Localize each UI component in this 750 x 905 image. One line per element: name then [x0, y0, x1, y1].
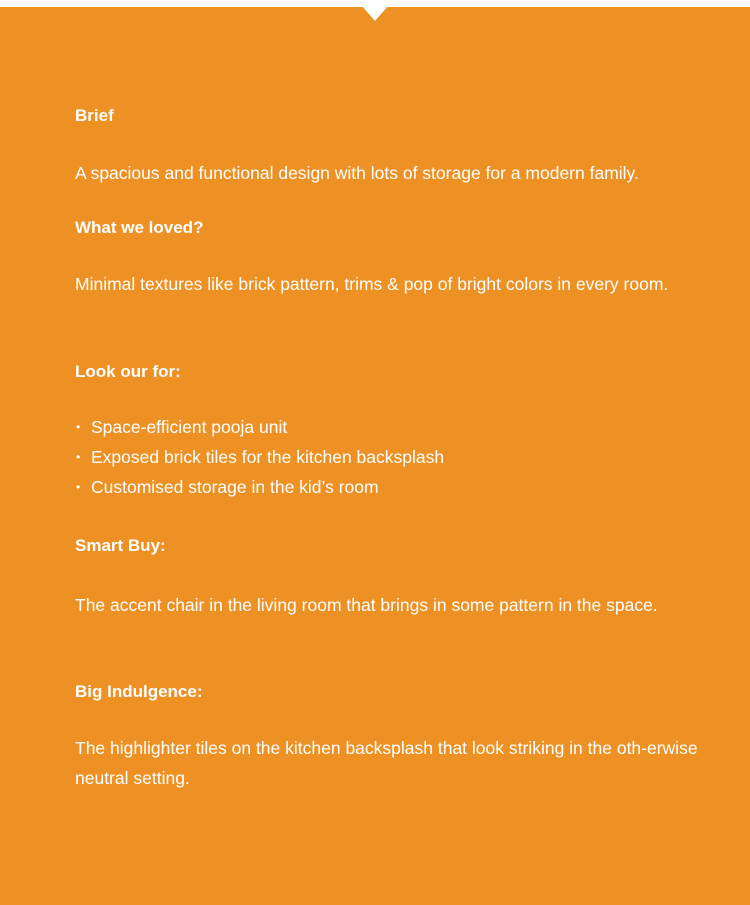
list-item-text: Space-efficient pooja unit	[91, 417, 288, 437]
smart-buy-heading: Smart Buy:	[75, 536, 166, 555]
list-item-text: Customised storage in the kid’s room	[91, 477, 379, 497]
bullet-icon: •	[76, 480, 81, 494]
indulgence-heading: Big Indulgence:	[75, 682, 203, 701]
brief-text: A spacious and functional design with lots of storage for a modern family.	[75, 163, 639, 183]
look-out-list	[75, 412, 444, 502]
list-item	[75, 442, 444, 472]
list-item-text: Exposed brick tiles for the kitchen backsplash	[91, 447, 445, 467]
bullet-icon: •	[76, 420, 81, 434]
brief-heading: Brief	[75, 106, 114, 125]
look-out-heading: Look our for:	[75, 362, 181, 381]
loved-heading: What we loved?	[75, 218, 204, 237]
indulgence-text: The highlighter tiles on the kitchen backsplash that look striking in the oth-erwise neutral setting.	[75, 738, 698, 788]
pointer-notch	[362, 6, 388, 21]
description-panel	[0, 7, 750, 905]
list-item	[75, 472, 444, 502]
bullet-icon: •	[76, 450, 81, 464]
list-item	[75, 412, 444, 442]
loved-text: Minimal textures like brick pattern, trims & pop of bright colors in every room.	[75, 274, 669, 294]
smart-buy-text: The accent chair in the living room that brings in some pattern in the space.	[75, 595, 658, 615]
